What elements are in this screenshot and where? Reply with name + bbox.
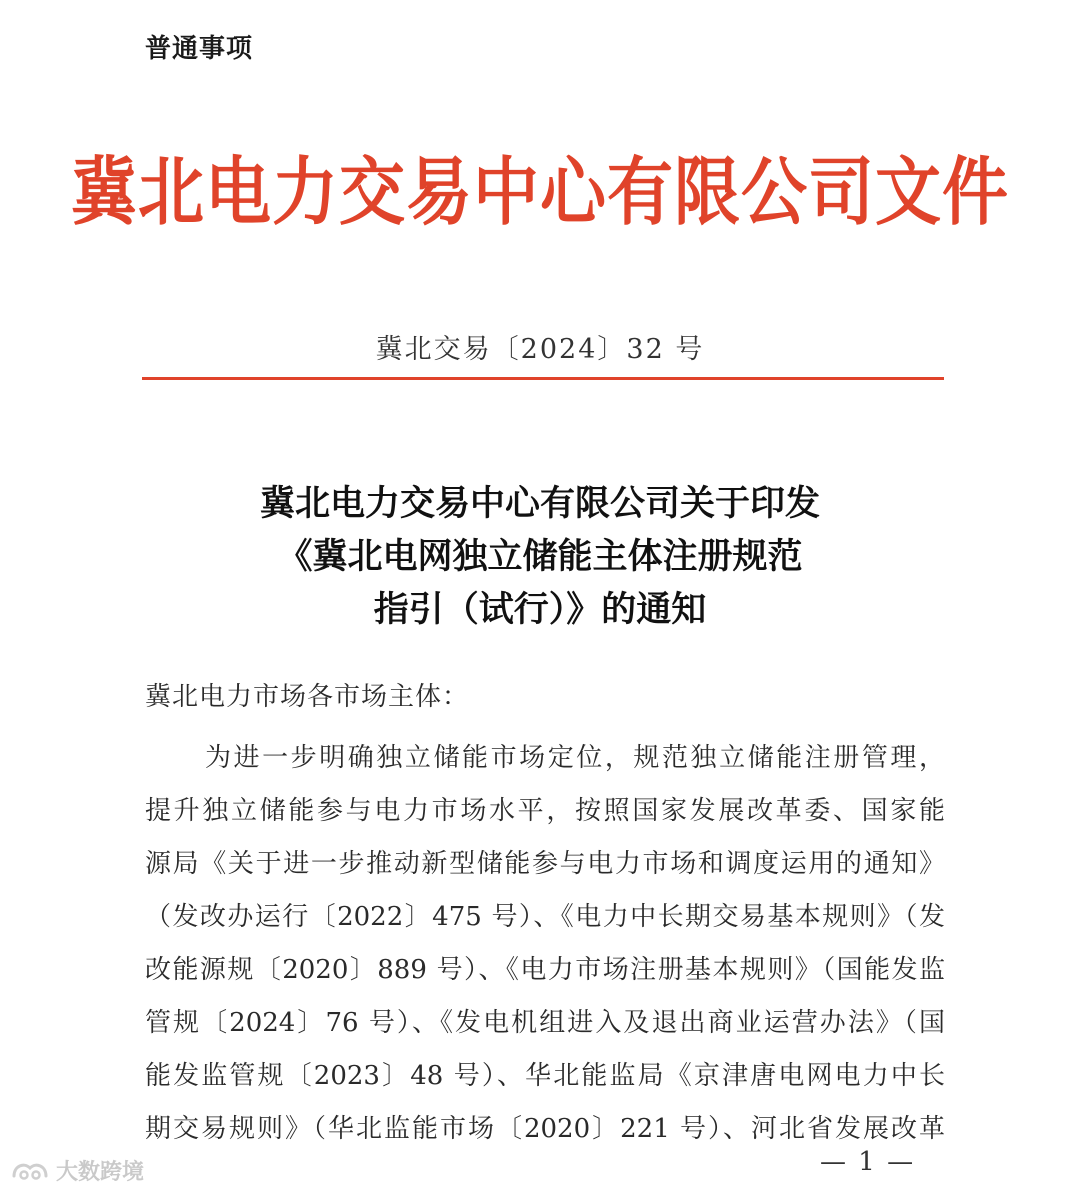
watermark [10, 1155, 144, 1186]
notice-title [0, 478, 1080, 637]
document-number: 冀北交易〔2024〕32 号 [375, 334, 705, 365]
document-category: 普通事项 [145, 34, 254, 64]
body-line: 能发监管规〔2023〕48 号）、华北能监局《京津唐电网电力中长 [145, 1061, 945, 1091]
page-number: — 1 — [820, 1147, 916, 1177]
body-line: 提升独立储能参与电力市场水平，按照国家发展改革委、国家能 [145, 796, 945, 826]
issuer-title: 冀北电力交易中心有限公司文件 [71, 147, 1009, 236]
watermark-text: 大数跨境 [56, 1160, 145, 1185]
notice-title-line: 冀北电力交易中心有限公司关于印发 [259, 484, 820, 524]
body-line: 管规〔2024〕76 号）、《发电机组进入及退出商业运营办法》（国 [145, 1008, 945, 1038]
body-line: 源局《关于进一步推动新型储能参与电力市场和调度运用的通知》 [145, 849, 945, 879]
notice-title-line: 指引（试行）》的通知 [373, 590, 707, 630]
body-line: 期交易规则》（华北监能市场〔2020〕221 号）、河北省发展改革 [145, 1114, 945, 1144]
notice-title-line: 《冀北电网独立储能主体注册规范 [277, 537, 803, 577]
body-line: 为进一步明确独立储能市场定位，规范独立储能注册管理， [205, 743, 945, 773]
red-divider [142, 377, 944, 380]
body-line: （发改办运行〔2022〕475 号）、《电力中长期交易基本规则》（发 [145, 902, 945, 932]
watermark-logo-icon [10, 1158, 50, 1184]
body-paragraph [145, 732, 945, 1156]
salutation: 冀北电力市场各市场主体： [145, 682, 470, 712]
body-line: 改能源规〔2020〕889 号）、《电力市场注册基本规则》（国能发监 [145, 955, 945, 985]
